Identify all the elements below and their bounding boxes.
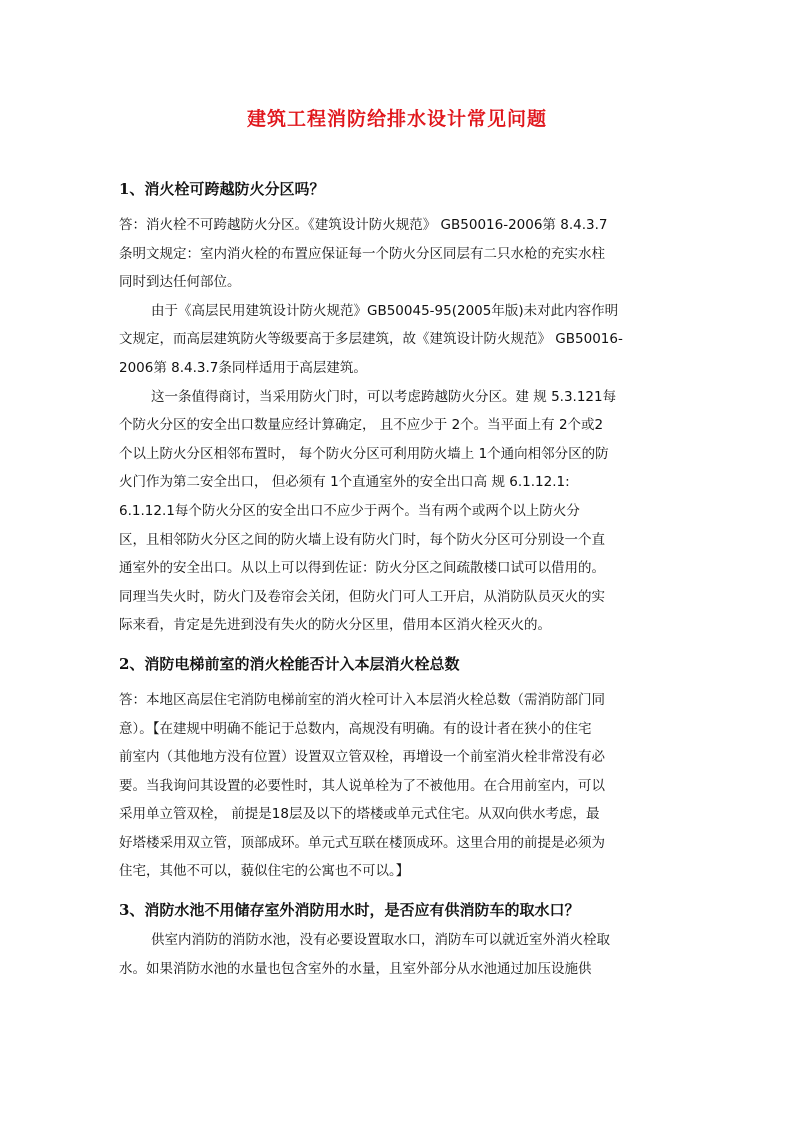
paragraph — [119, 297, 679, 383]
text-line: 意）。【在建规中明确不能记于总数内，高规没有明确。有的设计者在狭小的住宅 — [119, 720, 592, 737]
text-line: 住宅，其他不可以，藐似住宅的公寓也不可以。】 — [119, 863, 410, 880]
text-line: 要。当我询问其设置的必要性时，其人说单栓为了不被他用。在合用前室内，可以 — [119, 777, 605, 794]
paragraph — [119, 926, 679, 983]
text-line: 个防火分区的安全出口数量应经计算确定， 且不应少于 2个。当平面上有 2个或2 — [119, 417, 604, 434]
paragraph — [119, 383, 679, 640]
document-body — [119, 176, 679, 983]
section-3 — [119, 897, 679, 983]
text-line: 2006第 8.4.3.7条同样适用于高层建筑。 — [119, 359, 367, 376]
text-line: 好塔楼采用双立管，顶部成环。单元式互联在楼顶成环。这里合用的前提是必须为 — [119, 834, 605, 851]
text-line: 供室内消防的消防水池，没有必要设置取水口，消防车可以就近室外消火栓取 — [151, 932, 610, 949]
text-line: 个以上防火分区相邻布置时， 每个防火分区可利用防火墙上 1个通向相邻分区的防 — [119, 445, 609, 462]
section-1 — [119, 176, 679, 640]
section-heading: 1、消火栓可跨越防火分区吗？ — [119, 180, 325, 198]
text-line: 同时到达任何部位。 — [119, 274, 241, 291]
text-line: 这一条值得商讨，当采用防火门时，可以考虑跨越防火分区。建 规 5.3.121每 — [151, 388, 617, 405]
text-line: 际来看，肯定是先进到没有失火的防火分区里，借用本区消火栓灭火的。 — [119, 617, 551, 634]
paragraph — [119, 686, 679, 886]
text-line: 6.1.12.1每个防火分区的安全出口不应少于两个。当有两个或两个以上防火分 — [119, 502, 580, 519]
text-line: 答：本地区高层住宅消防电梯前室的消火栓可计入本层消火栓总数（需消防部门同 — [119, 691, 605, 708]
text-line: 由于《高层民用建筑设计防火规范》GB50045-95(2005年版)未对此内容作明 — [151, 302, 619, 319]
section-2 — [119, 651, 679, 886]
paragraph — [119, 211, 679, 297]
text-line: 文规定，而高层建筑防火等级要高于多层建筑，故《建筑设计防火规范》 GB50016- — [119, 331, 623, 348]
text-line: 答：消火栓不可跨越防火分区。《建筑设计防火规范》 GB50016-2006第 8.4.3.7 — [119, 217, 608, 233]
page-title: 建筑工程消防给排水设计常见问题 — [246, 108, 547, 130]
text-line: 水。如果消防水池的水量也包含室外的水量，且室外部分从水池通过加压设施供 — [119, 960, 592, 977]
section-heading: 2、消防电梯前室的消火栓能否计入本层消火栓总数 — [119, 654, 460, 673]
text-line: 前室内（其他地方没有位置）设置双立管双栓，再增设一个前室消火栓非常没有必 — [119, 749, 605, 766]
text-line: 区，且相邻防火分区之间的防火墙上设有防火门时，每个防火分区可分别设一个直 — [119, 531, 605, 548]
text-line: 采用单立管双栓， 前提是18层及以下的塔楼或单元式住宅。从双向供水考虑，最 — [119, 806, 600, 823]
text-line: 条明文规定：室内消火栓的布置应保证每一个防火分区同层有二只水枪的充实水柱 — [119, 245, 605, 262]
text-line: 火门作为第二安全出口， 但必须有 1个直通室外的安全出口高 规 6.1.12.1: — [119, 474, 570, 491]
text-line: 通室外的安全出口。从以上可以得到佐证：防火分区之间疏散楼口试可以借用的。 — [119, 560, 605, 577]
section-heading: 3、消防水池不用储存室外消防用水时，是否应有供消防车的取水口？ — [119, 901, 580, 920]
text-line: 同理当失火时，防火门及卷帘会关闭，但防火门可人工开启，从消防队员灭火的实 — [119, 588, 605, 605]
